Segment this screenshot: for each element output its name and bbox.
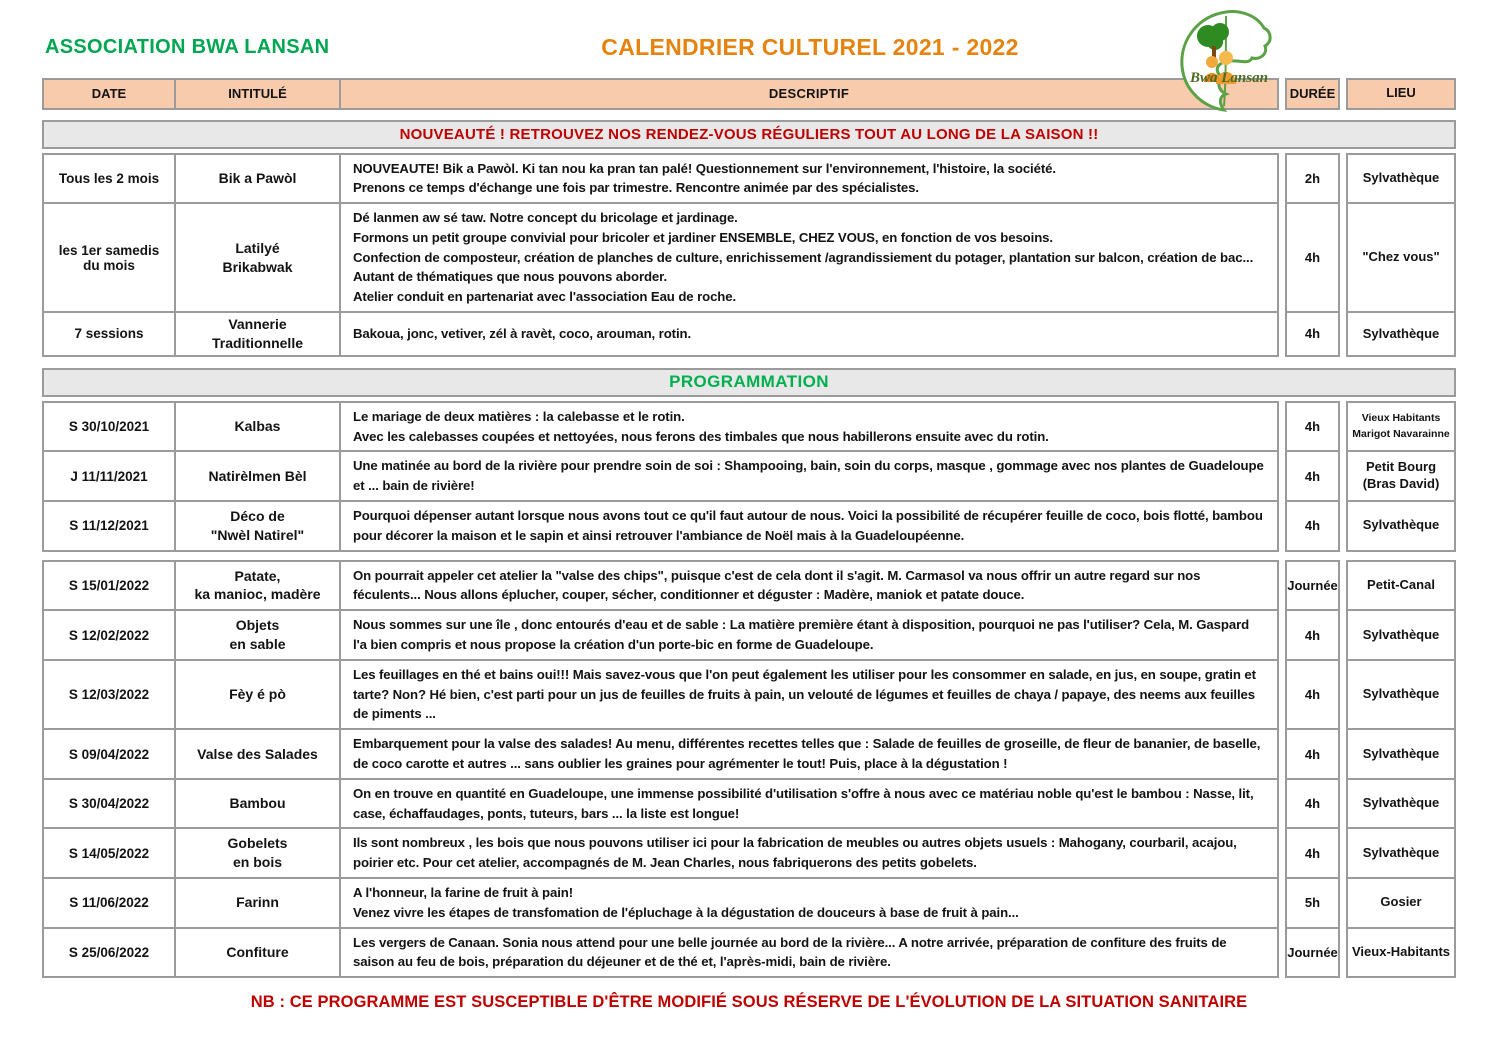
row-lieu-line: Sylvathèque — [1362, 745, 1440, 761]
row-intitule — [176, 730, 341, 780]
table-row — [42, 661, 1456, 730]
row-duree-line: 4h — [1304, 796, 1321, 812]
row-intitule-line: Valse des Salades — [197, 745, 318, 762]
row-lieu-line: Gosier — [1380, 894, 1422, 910]
row-duree-line: 4h — [1304, 518, 1321, 534]
row-lieu-line: "Chez vous" — [1362, 249, 1440, 265]
row-descriptif — [341, 780, 1279, 830]
programmation-section-2 — [42, 560, 1456, 979]
row-descriptif — [341, 829, 1279, 879]
col-header-duree: DURÉE — [1285, 78, 1340, 110]
row-intitule — [176, 780, 341, 830]
row-intitule — [176, 204, 341, 313]
row-intitule-line: Déco de — [230, 507, 285, 524]
row-lieu — [1346, 929, 1456, 979]
row-duree — [1285, 560, 1340, 612]
row-intitule — [176, 313, 341, 357]
row-date — [42, 560, 176, 612]
row-intitule-line: ka manioc, madère — [194, 586, 321, 603]
row-intitule-line: Latilyé — [235, 239, 280, 256]
row-intitule-line: Brikabwak — [222, 258, 293, 275]
row-descriptif-line: NOUVEAUTE! Bik a Pawòl. Ki tan nou ka pran tan palé! Questionnement sur l'environnement, l'histoire, la société. — [353, 160, 1056, 176]
footer-note: NB : CE PROGRAMME EST SUSCEPTIBLE D'ÊTRE MODIFIÉ SOUS RÉSERVE DE L'ÉVOLUTION DE LA SITUATION SANITAIRE — [250, 993, 1248, 1012]
row-intitule-line: "Nwèl Natirel" — [210, 526, 305, 543]
row-lieu — [1346, 452, 1456, 502]
row-lieu — [1346, 829, 1456, 879]
row-date — [42, 611, 176, 661]
table-row — [42, 829, 1456, 879]
row-duree-line: 2h — [1304, 170, 1321, 186]
row-intitule — [176, 829, 341, 879]
row-duree-line: 4h — [1304, 687, 1321, 703]
row-intitule — [176, 611, 341, 661]
row-date-line: S 12/02/2022 — [68, 627, 150, 643]
row-intitule-line: Confiture — [226, 943, 289, 960]
row-lieu-line: Sylvathèque — [1362, 169, 1440, 185]
row-lieu-line: (Bras David) — [1362, 476, 1440, 492]
row-descriptif-line: On pourrait appeler cet atelier la "valse des chips", puisque c'est de cela dont il s'agit. M. Carmasol va nous offrir un autre regard sur nos féculents... Nous allons éplucher, couper, sécher, conditionner et déguster : Madère, maniok et patate douce. — [353, 567, 1201, 603]
row-descriptif — [341, 502, 1279, 552]
table-row — [42, 153, 1456, 205]
row-descriptif — [341, 730, 1279, 780]
row-lieu-line: Sylvathèque — [1362, 517, 1440, 533]
association-name: ASSOCIATION BWA LANSAN — [45, 36, 330, 58]
row-date-line: S 30/10/2021 — [68, 419, 150, 435]
row-lieu — [1346, 611, 1456, 661]
row-intitule — [176, 502, 341, 552]
document-header — [0, 0, 1497, 86]
row-date — [42, 929, 176, 979]
row-date-line: S 12/03/2022 — [68, 687, 150, 703]
table-row — [42, 879, 1456, 929]
row-duree — [1285, 153, 1340, 205]
row-lieu-line: Vieux-Habitants — [1352, 943, 1451, 959]
row-date — [42, 780, 176, 830]
row-intitule-line: en sable — [229, 636, 286, 653]
row-date — [42, 502, 176, 552]
row-intitule-line: Gobelets — [227, 835, 288, 852]
row-lieu — [1346, 153, 1456, 205]
row-duree — [1285, 313, 1340, 357]
row-descriptif-line: Pourquoi dépenser autant lorsque nous avons tout ce qu'il faut autour de nous. Voici la possibilité de récupérer feuille de coco, bois flotté, bambou pour décorer la maison et le sapin et ainsi retrouver l'ambiance de Noël mais à la Guadeloupéenne. — [353, 508, 1263, 543]
row-descriptif-line: Dé lanmen aw sé taw. Notre concept du bricolage et jardinage. — [353, 210, 738, 226]
row-lieu-line: Sylvathèque — [1362, 795, 1440, 811]
row-date-line: 7 sessions — [74, 326, 144, 342]
row-duree-line: 4h — [1304, 845, 1321, 861]
row-date-line: S 11/12/2021 — [69, 518, 149, 534]
row-descriptif-line: Avec les calebasses coupées et nettoyées, nous ferons des timbales que nous habillerons ensuite avec du rotin. — [353, 428, 1049, 444]
row-intitule — [176, 560, 341, 612]
nouveaute-section — [42, 153, 1456, 357]
row-duree — [1285, 401, 1340, 453]
row-intitule-line: Objets — [235, 617, 280, 634]
row-intitule-line: Fèy é pò — [229, 686, 286, 703]
row-intitule — [176, 452, 341, 502]
row-descriptif-line: Embarquement pour la valse des salades! Au menu, différentes recettes telles que : Salade de feuilles de groseille, de fleur de bananier, de baselle, de coco carotte et autres ... sans oublier les graines pour agrémenter le tout! Puis, place à la dégustation ! — [353, 736, 1261, 772]
table-row — [42, 452, 1456, 502]
row-intitule-line: Kalbas — [234, 418, 281, 435]
row-descriptif-line: Les feuillages en thé et bains oui!!! Mais savez-vous que l'on peut également les utiliser pour les consommer en salade, en jus, en soupe, gratin et tarte? Non? Hé bien, c'est parti pour un jus de feuilles de fruits à pain, un velouté de légumes et feuilles de chaya / papaye, des neems aux feuilles de piments ... — [353, 666, 1256, 722]
row-date-line: S 30/04/2022 — [68, 796, 150, 812]
row-lieu-line: Sylvathèque — [1362, 325, 1440, 341]
calendar-table — [42, 78, 1456, 978]
row-descriptif — [341, 879, 1279, 929]
row-duree — [1285, 829, 1340, 879]
bwa-lansan-logo — [1168, 6, 1286, 116]
row-descriptif-line: Prenons ce temps d'échange une fois par trimestre. Rencontre animée par des spécialistes. — [353, 180, 919, 196]
table-row — [42, 730, 1456, 780]
logo-text: Bwa Lansan — [1190, 70, 1268, 86]
row-intitule — [176, 929, 341, 979]
table-row — [42, 929, 1456, 979]
programmation-section-1 — [42, 401, 1456, 552]
row-date — [42, 313, 176, 357]
row-descriptif-line: On en trouve en quantité en Guadeloupe, une immense possibilité d'utilisation s'offre à nous avec ce matériau noble qu'est le bambou : Nasse, lit, case, échaffaudages, ponts, tuteurs, bars ... la liste est longue! — [353, 785, 1254, 821]
row-descriptif-line: Le mariage de deux matières : la calebasse et le rotin. — [353, 408, 685, 424]
col-header-intitule: INTITULÉ — [176, 78, 341, 110]
row-date-line: S 15/01/2022 — [68, 577, 150, 593]
row-duree — [1285, 502, 1340, 552]
row-date — [42, 204, 176, 313]
row-duree-line: 4h — [1304, 746, 1321, 762]
row-date-line: du mois — [83, 257, 135, 273]
row-descriptif-line: Atelier conduit en partenariat avec l'association Eau de roche. — [353, 289, 737, 305]
row-duree — [1285, 780, 1340, 830]
row-intitule-line: Patate, — [234, 567, 281, 584]
row-lieu-line: Vieux Habitants — [1361, 412, 1441, 425]
row-intitule-line: Bik a Pawòl — [218, 169, 297, 186]
row-duree-line: 4h — [1304, 419, 1321, 435]
row-date — [42, 879, 176, 929]
row-descriptif — [341, 611, 1279, 661]
table-row — [42, 313, 1456, 357]
row-lieu-line: Sylvathèque — [1362, 686, 1440, 702]
row-lieu-line: Sylvathèque — [1362, 626, 1440, 642]
row-date — [42, 153, 176, 205]
row-lieu-line: Petit-Canal — [1367, 576, 1435, 592]
table-row — [42, 780, 1456, 830]
row-descriptif-line: Venez vivre les étapes de transfomation de l'épluchage à la dégustation de douceurs à base de fruit à pain... — [353, 904, 1019, 920]
row-intitule — [176, 153, 341, 205]
row-descriptif — [341, 313, 1279, 357]
row-intitule-line: en bois — [232, 854, 282, 871]
row-descriptif-line: Bakoua, jonc, vetiver, zél à ravèt, coco, arouman, rotin. — [353, 326, 692, 342]
row-descriptif — [341, 929, 1279, 979]
row-duree — [1285, 611, 1340, 661]
row-duree-line: 4h — [1304, 326, 1321, 342]
table-row — [42, 611, 1456, 661]
programmation-banner: PROGRAMMATION — [42, 368, 1456, 397]
row-duree-line: Journée — [1287, 944, 1338, 960]
row-duree — [1285, 452, 1340, 502]
row-intitule — [176, 879, 341, 929]
table-row — [42, 502, 1456, 552]
row-duree-line: Journée — [1287, 577, 1338, 593]
row-descriptif-line: Les vergers de Canaan. Sonia nous attend pour une belle journée au bord de la rivière... A notre arrivée, préparation de confiture des fruits de saison au feu de bois, préparation du déjeuner et de thé et, l'après-midi, bain de rivière. — [353, 934, 1227, 970]
row-duree — [1285, 204, 1340, 313]
row-date-line: S 11/06/2022 — [69, 895, 149, 911]
col-header-date: DATE — [42, 78, 176, 110]
row-intitule-line: Natirèlmen Bèl — [208, 467, 307, 484]
row-lieu-line: Marigot Navarainne — [1352, 427, 1450, 440]
row-descriptif-line: Formons un petit groupe convivial pour bricoler et jardiner ENSEMBLE, CHEZ VOUS, en fonction de vos besoins. — [353, 229, 1053, 245]
row-duree — [1285, 661, 1340, 730]
row-lieu — [1346, 560, 1456, 612]
row-lieu-line: Sylvathèque — [1362, 844, 1440, 860]
row-date — [42, 661, 176, 730]
row-lieu — [1346, 780, 1456, 830]
row-duree-line: 5h — [1304, 895, 1321, 911]
row-intitule-line: Farinn — [236, 894, 279, 911]
row-descriptif — [341, 401, 1279, 453]
row-lieu — [1346, 879, 1456, 929]
row-lieu — [1346, 313, 1456, 357]
row-duree-line: 4h — [1304, 250, 1321, 266]
row-descriptif — [341, 204, 1279, 313]
row-date — [42, 829, 176, 879]
row-descriptif-line: Confection de composteur, création de planches de culture, enrichissement /agrandissiement du potager, plantation sur balcon, création de bac... Autant de thématiques que nous pouvons aborder. — [353, 249, 1254, 285]
row-lieu-line: Petit Bourg — [1365, 459, 1437, 475]
row-date — [42, 730, 176, 780]
col-header-descriptif: DESCRIPTIF — [341, 78, 1279, 110]
row-lieu — [1346, 204, 1456, 313]
row-date — [42, 452, 176, 502]
row-duree — [1285, 879, 1340, 929]
row-date-line: S 25/06/2022 — [68, 944, 150, 960]
row-duree — [1285, 730, 1340, 780]
row-descriptif-line: Ils sont nombreux , les bois que nous pouvons utiliser ici pour la fabrication de meubles ou autres objets usuels : Mahogany, courbaril, acajou, poirier etc. Pour cet atelier, accompagnés de M. Jean Charles, nous fabriquerons des petits gobelets. — [353, 835, 1237, 871]
table-row — [42, 204, 1456, 313]
row-descriptif-line: Nous sommes sur une île , donc entourés d'eau et de sable : La matière première étant à disposition, pourquoi ne pas l'utiliser? Cela, M. Gaspard l'a bien compris et nous propose la création d'un porte-bic en forme de Guadeloupe. — [353, 617, 1250, 653]
row-lieu — [1346, 401, 1456, 453]
row-date-line: les 1er samedis — [58, 242, 160, 258]
table-row — [42, 560, 1456, 612]
row-date-line: S 09/04/2022 — [68, 746, 150, 762]
col-header-lieu: LIEU — [1346, 78, 1456, 110]
nouveaute-banner: NOUVEAUTÉ ! RETROUVEZ NOS RENDEZ-VOUS RÉGULIERS TOUT AU LONG DE LA SAISON !! — [42, 120, 1456, 149]
row-descriptif — [341, 560, 1279, 612]
row-intitule — [176, 401, 341, 453]
row-date-line: Tous les 2 mois — [58, 170, 160, 186]
row-descriptif — [341, 452, 1279, 502]
row-date-line: S 14/05/2022 — [68, 845, 150, 861]
row-duree — [1285, 929, 1340, 979]
row-descriptif-line: A l'honneur, la farine de fruit à pain! — [353, 885, 574, 900]
row-date-line: J 11/11/2021 — [70, 468, 148, 484]
row-duree-line: 4h — [1304, 468, 1321, 484]
row-intitule-line: Traditionnelle — [211, 334, 303, 351]
row-intitule-line: Bambou — [229, 795, 286, 812]
row-intitule-line: Vannerie — [228, 316, 287, 333]
row-duree-line: 4h — [1304, 627, 1321, 643]
row-descriptif — [341, 153, 1279, 205]
row-intitule — [176, 661, 341, 730]
row-lieu — [1346, 502, 1456, 552]
row-date — [42, 401, 176, 453]
row-lieu — [1346, 661, 1456, 730]
table-row — [42, 401, 1456, 453]
row-descriptif-line: Une matinée au bord de la rivière pour prendre soin de soi : Shampooing, bain, soin du corps, masque , gommage avec nos plantes de Guadeloupe et ... bain de rivière! — [353, 458, 1264, 494]
row-lieu — [1346, 730, 1456, 780]
page-title: CALENDRIER CULTUREL 2021 - 2022 — [601, 34, 1019, 60]
row-descriptif — [341, 661, 1279, 730]
